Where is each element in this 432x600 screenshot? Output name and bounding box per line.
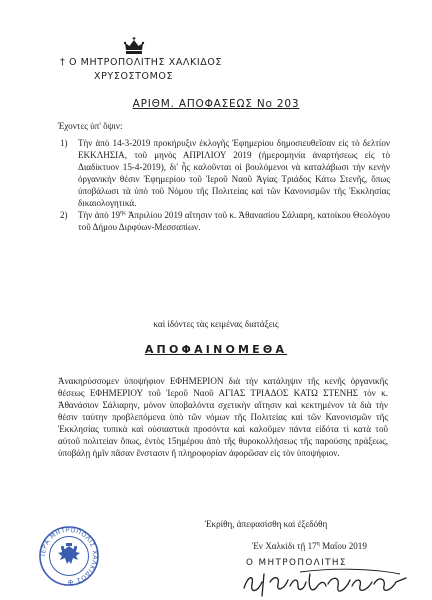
place-date (252, 540, 367, 552)
issuer-name: ΧΡΥΣΟΣΤΟΜΟΣ (94, 71, 174, 82)
list-item-text: Τὴν ἀπὸ 14-3-2019 προκήρυξιν ἐκλογῆς Ἐφημερίου δημοσιευθεῖσαν εἰς τὸ δελτίον ΕΚΚΛΗΣΙΑ, τοῦ μηνὸς ΑΠΡΙΛΙΟΥ 2019 (ἡμερομηνία ἀναρτήσεως εἰς τὸ Διαδίκτυον 15-4-2019), δι' ἧς καλοῦνται οἱ βουλόμενοι νὰ καταλάβωσι τὴν κενὴν ὀργανικὴν θέσιν Ἐφημερίου τοῦ Ἱεροῦ Ναοῦ Ἁγίας Τριάδος Κάτω Στενῆς, ὅπως ὑποβάλωσι τὰ ὑπὸ τοῦ Νόμου τῆς Πολιτείας καὶ τῶν Κανονισμῶν τῆς Ἐκκλησίας δικαιολογητικά. (78, 138, 390, 208)
list-item (60, 209, 390, 233)
svg-text:ΙΕΡΑ ΜΗΤΡΟΠΟΛΙΣ ΧΑΛΚΙΔΟΣ ✠: ΙΕΡΑ ΜΗΤΡΟΠΟΛΙΣ ΧΑΛΚΙΔΟΣ ✠ (39, 526, 99, 586)
list-item-text-end: Ἀπριλίου 2019 αἴτησιν τοῦ κ. Ἀθανασίου Σάλιαρη, κατοίκου Θεολόγου τοῦ Δήμου Διρφύων-Μεσσαπίων. (78, 210, 390, 232)
considering-label: Έχοντες ὑπ' ὄψιν: (58, 121, 123, 131)
list-item-number: 2) (60, 210, 68, 220)
seal-stamp-icon (38, 525, 100, 587)
issuer-title: † Ο ΜΗΤΡΟΠΟΛΙΤΗΣ ΧΑΛΚΙΔΟΣ (60, 57, 223, 68)
ordinal-suffix: ης (120, 209, 126, 216)
list-item-text (78, 210, 390, 232)
decision-number: ΑΡΙΘΜ. ΑΠΟΦΑΣΕΩΣ Νο 203 (132, 98, 300, 110)
concluded-line: Ἐκρίθη, ἀπεφασίσθη καὶ ἐξεδόθη (204, 519, 328, 529)
main-paragraph: Ἀνακηρύσσομεν ὑποψήφιον ΕΦΗΜΕΡΙΟΝ διὰ τὴν κατάληψιν τῆς κενῆς ὀργανικῆς θέσεως ΕΦΗΜΕΡΙΟΥ τοῦ Ἱεροῦ Ναοῦ ΑΓΙΑΣ ΤΡΙΑΔΟΣ ΚΑΤΩ ΣΤΕΝΗΣ τὸν κ. Ἀθανάσιον Σάλιαρην, μόνον ὑποβαλόντα σχετικὴν αἴτησιν καὶ κεκτημένον τὰ διὰ τὴν θέσιν ταύτην προβλεπόμενα ὑπὸ τῶν νόμων τῆς Πολιτείας καὶ τῶν Κανονισμῶν τῆς Ἐκκλησίας τυπικὰ καὶ οὐσιαστικὰ προσόντα καὶ καλοῦμεν πάντα εἰδότα τὶ κατὰ τοῦ αὐτοῦ πολιτείαν ὅπως, ἐντὸς 15ημέρου ἀπὸ τῆς θυροκολλήσεως τῆς παρούσης πράξεως, ὑποβάλῃ ἡμῖν πᾶσαν ἔνστασιν ἢ πληροφορίαν ἀφορῶσαν εἰς τὸν ὑποψήφιον. (58, 376, 388, 458)
considerations-list (60, 137, 390, 233)
signature-icon (240, 568, 410, 600)
list-item-text-start: Τὴν ἀπὸ 19 (78, 210, 121, 220)
provisions-line: καὶ ἰδόντες τὰς κειμένας διατάξεις (153, 319, 279, 329)
crown-icon (123, 37, 145, 55)
place-date-start: Ἐν Χαλκίδι τῇ 17 (252, 541, 317, 551)
decree-heading: ΑΠΟΦΑΙΝΟΜΕΘΑ (144, 343, 288, 356)
list-item-number: 1) (60, 138, 68, 148)
place-date-end: Μαΐου 2019 (319, 541, 367, 551)
ordinal-suffix: η (316, 540, 320, 547)
list-item (60, 137, 390, 209)
signatory-title: Ο ΜΗΤΡΟΠΟΛΙΤΗΣ (246, 558, 347, 568)
